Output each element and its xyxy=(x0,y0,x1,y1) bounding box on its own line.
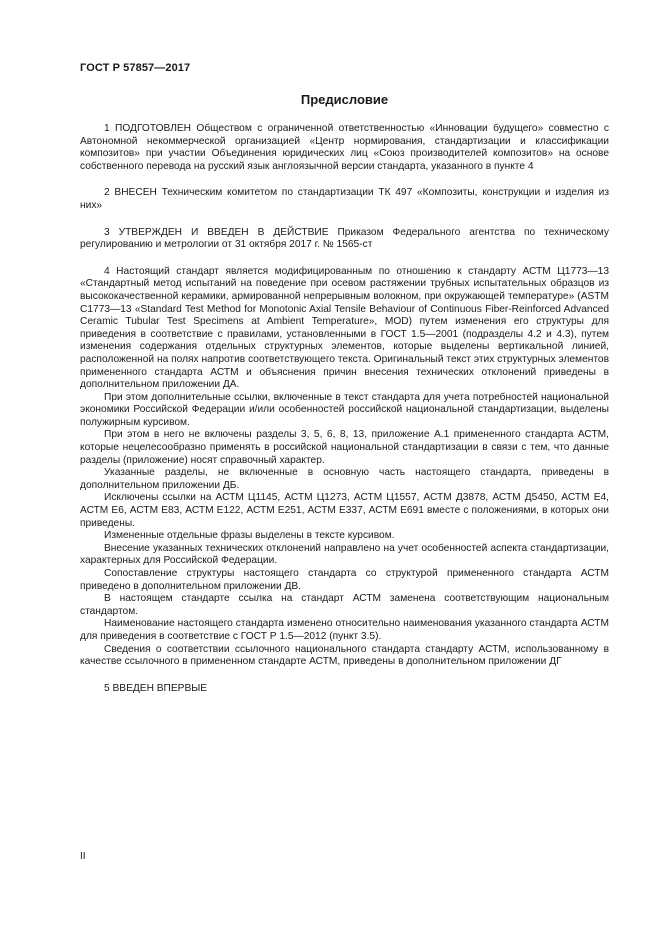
paragraph-item-4-excluded-sections: При этом в него не включены разделы 3, 5, 6, 8, 13, приложение А.1 примененного стандарта АСТМ, которые нецелесообразно применять в российской национальной стандартизации в связи с тем, что данные разделы (приложение) носят справочный характер. xyxy=(80,429,609,466)
foreword-body xyxy=(80,123,609,695)
paragraph-item-4-appendix-dg: Сведения о соответствии ссылочного национального стандарта стандарту АСТМ, использованному в качестве ссылочного в примененном стандарте АСТМ, приведены в дополнительном приложении ДГ xyxy=(80,643,609,668)
paragraph-item-5: 5 ВВЕДЕН ВПЕРВЫЕ xyxy=(104,682,208,694)
paragraph-item-2: 2 ВНЕСЕН Техническим комитетом по стандартизации ТК 497 «Композиты, конструкции и изделия из них» xyxy=(80,187,609,211)
paragraph-item-4-name-changed: Наименование настоящего стандарта изменено относительно наименования указанного стандарта АСТМ для приведения в соответствие с ГОСТ Р 1.5—2012 (пункт 3.5). xyxy=(80,618,609,642)
paragraph-item-3: 3 УТВЕРЖДЕН И ВВЕДЕН В ДЕЙСТВИЕ Приказом Федерального агентства по техническому регулированию и метрологии от 31 октября 2017 г. № 1565-ст xyxy=(80,226,609,251)
paragraph-item-4-additional-refs: При этом дополнительные ссылки, включенные в текст стандарта для учета потребностей национальной экономики Российской Федерации и/или особенностей российской национальной стандартизации, выделены полужирным курсивом. xyxy=(80,391,609,428)
page-number: II xyxy=(80,851,86,862)
document-code: ГОСТ Р 57857—2017 xyxy=(80,62,191,74)
paragraph-item-4-italic-note: Измененные отдельные фразы выделены в тексте курсивом. xyxy=(104,530,395,542)
paragraph-item-4-excluded-refs: Исключены ссылки на АСТМ Ц1145, АСТМ Ц1273, АСТМ Ц1557, АСТМ Д3878, АСТМ Д5450, АСТМ Е4, АСТМ Е6, АСТМ Е83, АСТМ Е122, АСТМ Е251, АСТМ Е337, АСТМ Е691 вместе с положениями, в которых они приведены. xyxy=(80,492,609,529)
paragraph-item-4-appendix-db: Указанные разделы, не включенные в основную часть настоящего стандарта, приведены в дополнительном приложении ДБ. xyxy=(80,467,609,491)
paragraph-item-4-reference-replaced: В настоящем стандарте ссылка на стандарт АСТМ заменена соответствующим национальным стандартом. xyxy=(80,593,609,617)
paragraph-item-4: 4 Настоящий стандарт является модифицированным по отношению к стандарту АСТМ Ц1773—13 «Стандартный метод испытаний на поведение при осевом растяжении трубных испытательных образцов из высококачественной керамики, армированной непрерывным волокном, при окружающей температуре» (ASTM C1773—13 «Standard Test Method for Monotonic Axial Tensile Behaviour of Continuous Fiber-Reinforced Advanced Ceramic Tubular Test Specimens at Ambient Temperature», MOD) путем изменения его структуры для приведения в соответствие с правилами, установленными в ГОСТ 1.5—2001 (подразделы 4.2 и 4.3), путем изменения содержания отдельных структурных элементов, которые выделены вертикальной линией, расположенной на полях напротив соответствующего текста. Оригинальный текст этих структурных элементов примененного стандарта АСТМ и объяснения причин внесения технических отклонений приведены в дополнительном приложении ДА. xyxy=(80,265,609,391)
paragraph-item-4-deviations: Внесение указанных технических отклонений направлено на учет особенностей аспекта стандартизации, характерных для Российской Федерации. xyxy=(80,542,609,567)
paragraph-item-1: 1 ПОДГОТОВЛЕН Обществом с ограниченной ответственностью «Инновации будущего» совместно с Автономной некоммерческой организацией «Центр нормирования, стандартизации и классификации композитов» при участии Объединения юридических лиц «Союз производителей композитов» на основе собственного перевода на русский язык англоязычной версии стандарта, указанного в пункте 4 xyxy=(80,123,609,172)
paragraph-item-4-structure-comparison: Сопоставление структуры настоящего стандарта со структурой примененного стандарта АСТМ приведено в дополнительном приложении ДВ. xyxy=(80,568,609,592)
page-title: Предисловие xyxy=(300,92,389,107)
